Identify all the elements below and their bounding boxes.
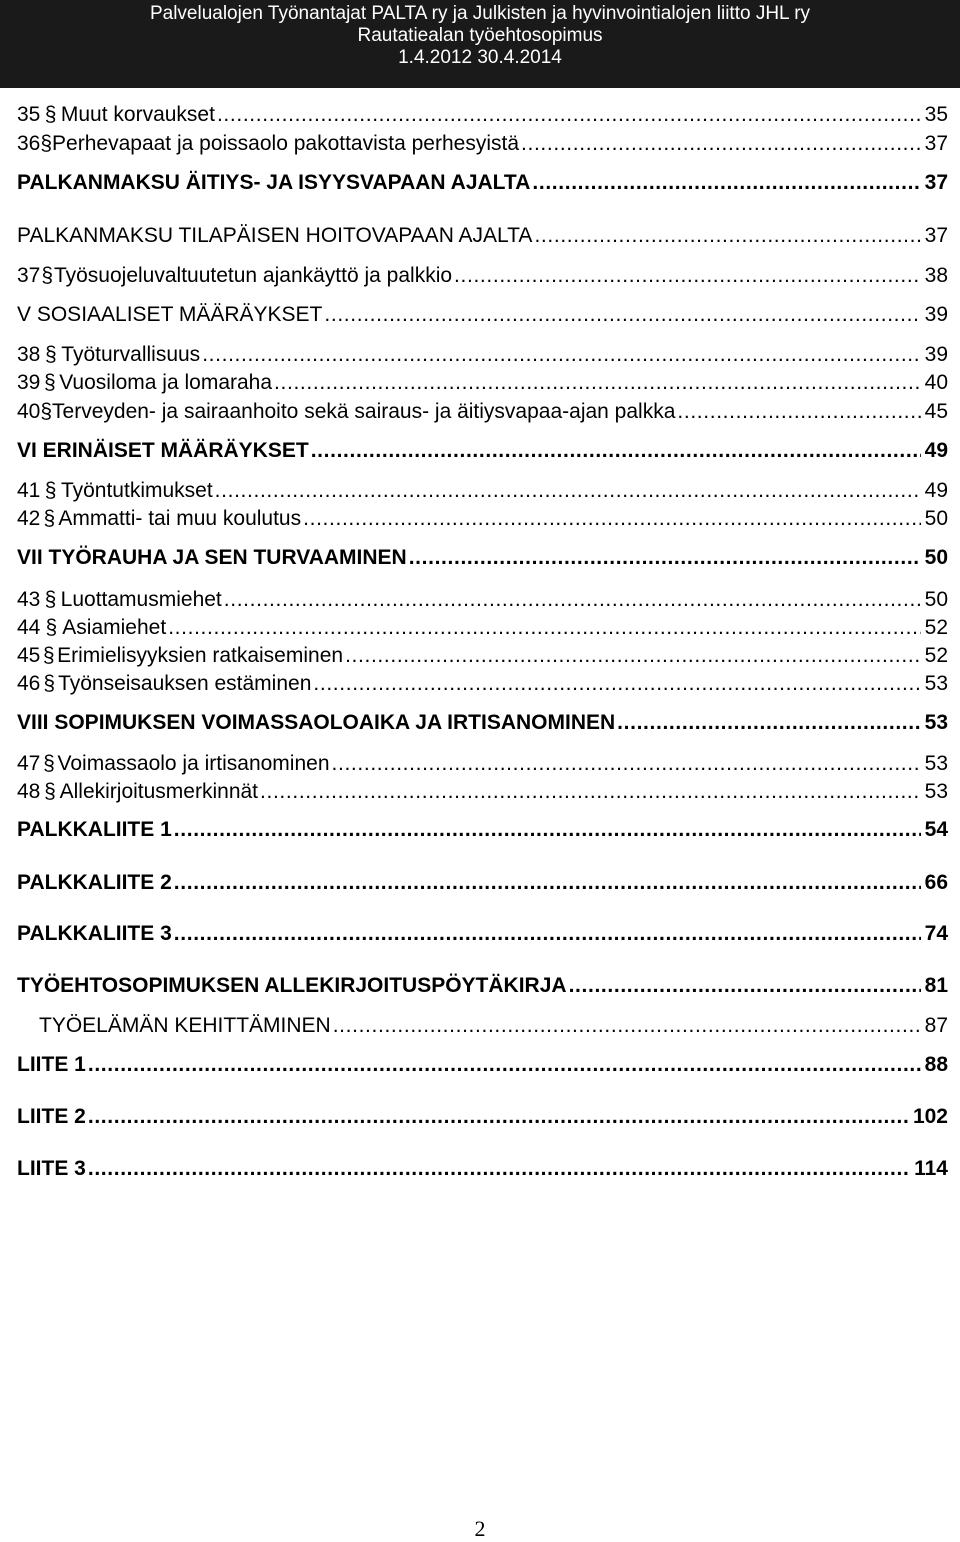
section-symbol-icon: § (41, 264, 53, 287)
toc-entry-title: Luottamusmiehet (60, 588, 222, 611)
toc-entry[interactable] (17, 1009, 948, 1039)
toc-entry-title: Työsuojeluvaltuutetun ajankäyttö ja palkkio (53, 264, 453, 287)
toc-entry[interactable] (17, 866, 948, 896)
dot-leader (174, 870, 921, 896)
toc-entry[interactable] (17, 541, 948, 571)
toc-entry-title: PALKKALIITE 2 (17, 871, 172, 894)
toc-entry-title: LIITE 1 (17, 1053, 86, 1076)
toc-entry[interactable] (17, 813, 948, 843)
dot-leader (532, 170, 920, 196)
toc-entry-page: 81 (924, 974, 948, 997)
toc-entry-page: 37 (924, 132, 948, 155)
dot-leader (88, 1052, 921, 1078)
dot-leader (174, 817, 921, 843)
toc-entry-page: 49 (924, 479, 948, 502)
section-symbol-icon: § (43, 371, 56, 394)
header-validity-period: 1.4.2012 30.4.2014 (398, 47, 562, 68)
toc-entry-title: Ammatti- tai muu koulutus (58, 507, 302, 530)
toc-entry[interactable] (17, 611, 948, 641)
toc-entry[interactable] (17, 1152, 948, 1182)
toc-entry-page: 54 (924, 818, 948, 841)
toc-entry-page: 52 (924, 616, 948, 639)
toc-entry-title: V SOSIAALISET MÄÄRÄYKSET (17, 303, 323, 326)
dot-leader (311, 438, 921, 464)
toc-entry[interactable] (17, 219, 948, 249)
section-symbol-icon: § (43, 752, 55, 775)
toc-entry-title: TYÖEHTOSOPIMUKSEN ALLEKIRJOITUSPÖYTÄKIRJA (17, 974, 567, 997)
toc-entry-number: 42 (17, 507, 41, 530)
section-symbol-icon: § (45, 616, 58, 639)
dot-leader (174, 921, 921, 947)
toc-entry-number: 40 (17, 400, 41, 423)
toc-entry-page: 40 (924, 371, 948, 394)
dot-leader (303, 506, 921, 532)
dot-leader (88, 1104, 909, 1130)
toc-entry[interactable] (17, 434, 948, 464)
section-symbol-icon: § (42, 644, 55, 667)
toc-entry-page: 50 (924, 588, 948, 611)
header-organizations: Palvelualojen Työnantajat PALTA ry ja Julkisten ja hyvinvointialojen liitto JHL ry (149, 3, 811, 24)
toc-entry-title: Allekirjoitusmerkinnät (59, 780, 259, 803)
toc-entry[interactable] (17, 775, 948, 805)
section-symbol-icon: § (44, 343, 57, 366)
document-header (0, 0, 960, 88)
dot-leader (677, 399, 920, 425)
dot-leader (617, 710, 920, 736)
toc-entry-number: 46 (17, 672, 41, 695)
section-symbol-icon: § (40, 400, 53, 423)
section-symbol-icon: § (40, 132, 53, 155)
toc-entry-title: Muut korvaukset (60, 103, 215, 126)
toc-entry-number: 48 (17, 780, 41, 803)
toc-entry-page: 37 (924, 171, 948, 194)
toc-entry[interactable] (17, 583, 948, 613)
toc-entry-page: 53 (924, 711, 948, 734)
toc-entry[interactable] (17, 706, 948, 736)
toc-entry-page: 45 (924, 400, 948, 423)
toc-entry-number: 43 (17, 588, 41, 611)
toc-entry-page: 53 (924, 752, 948, 775)
dot-leader (332, 751, 921, 777)
section-symbol-icon: § (44, 780, 56, 803)
toc-entry-number: 39 (17, 371, 41, 394)
toc-entry[interactable] (17, 395, 948, 425)
toc-entry-page: 35 (924, 103, 948, 126)
dot-leader (217, 102, 921, 128)
section-symbol-icon: § (44, 479, 57, 502)
toc-entry-page: 50 (924, 546, 948, 569)
toc-entry-page: 49 (924, 439, 948, 462)
toc-entry-title: Erimielisyyksien ratkaiseminen (57, 644, 344, 667)
toc-entry-page: 114 (914, 1157, 948, 1180)
dot-leader (313, 671, 920, 697)
toc-entry-title: Työntutkimukset (60, 479, 213, 502)
dot-leader (224, 587, 921, 613)
toc-entry-page: 53 (924, 780, 948, 803)
toc-entry[interactable] (17, 969, 948, 999)
toc-entry-number: 37 (17, 264, 41, 287)
toc-entry[interactable] (17, 1100, 948, 1130)
toc-entry[interactable] (17, 667, 948, 697)
dot-leader (333, 1013, 921, 1039)
toc-entry-title: Perhevapaat ja poissaolo pakottavista perhesyistä (52, 132, 519, 155)
dot-leader (324, 302, 920, 328)
dot-leader (168, 615, 920, 641)
toc-entry[interactable] (17, 502, 948, 532)
toc-entry[interactable] (17, 298, 948, 328)
toc-entry-title: PALKANMAKSU ÄITIYS- JA ISYYSVAPAAN AJALTA (17, 171, 531, 194)
toc-entry[interactable] (17, 639, 948, 669)
toc-entry-title: Asiamiehet (62, 616, 167, 639)
toc-entry-page: 38 (924, 264, 948, 287)
toc-entry[interactable] (17, 166, 948, 196)
toc-entry-number: 38 (17, 343, 41, 366)
dot-leader (454, 263, 921, 289)
toc-entry-page: 66 (924, 871, 948, 894)
toc-entry-page: 37 (924, 224, 948, 247)
toc-entry-title: VI ERINÄISET MÄÄRÄYKSET (17, 439, 309, 462)
toc-entry-number: 36 (17, 132, 41, 155)
toc-entry[interactable] (17, 1048, 948, 1078)
dot-leader (274, 370, 921, 396)
toc-entry[interactable] (17, 127, 948, 157)
toc-entry-title: Työturvallisuus (61, 343, 201, 366)
toc-entry[interactable] (17, 338, 948, 368)
toc-entry-title: VII TYÖRAUHA JA SEN TURVAAMINEN (17, 546, 407, 569)
toc-entry[interactable] (17, 259, 948, 289)
toc-entry-page: 102 (912, 1105, 948, 1128)
page-number: 2 (474, 1516, 486, 1541)
dot-leader (569, 973, 921, 999)
toc-entry-title: LIITE 2 (17, 1105, 86, 1128)
toc-entry-title: TYÖELÄMÄN KEHITTÄMINEN (39, 1014, 331, 1037)
toc-entry[interactable] (17, 98, 948, 128)
toc-entry-page: 53 (924, 672, 948, 695)
toc-entry-title: VIII SOPIMUKSEN VOIMASSAOLOAIKA JA IRTISANOMINEN (17, 711, 616, 734)
dot-leader (202, 342, 920, 368)
dot-leader (521, 131, 921, 157)
toc-entry[interactable] (17, 747, 948, 777)
dot-leader (409, 545, 921, 571)
section-symbol-icon: § (44, 103, 57, 126)
toc-entry-number: 35 (17, 103, 41, 126)
toc-entry-title: Voimassaolo ja irtisanominen (57, 752, 330, 775)
toc-entry[interactable] (17, 474, 948, 504)
toc-entry-title: Vuosiloma ja lomaraha (59, 371, 273, 394)
toc-entry-title: Työnseisauksen estäminen (58, 672, 312, 695)
toc-entry[interactable] (17, 917, 948, 947)
toc-entry[interactable] (17, 366, 948, 396)
dot-leader (88, 1156, 910, 1182)
toc-entry-page: 88 (924, 1053, 948, 1076)
toc-entry-title: Terveyden- ja sairaanhoito sekä sairaus- ja äitiysvapaa-ajan palkka (52, 400, 676, 423)
toc-entry-title: PALKKALIITE 1 (17, 818, 172, 841)
toc-entry-number: 45 (17, 644, 41, 667)
dot-leader (260, 779, 921, 805)
dot-leader (215, 478, 921, 504)
toc-entry-page: 52 (924, 644, 948, 667)
dot-leader (345, 643, 921, 669)
section-symbol-icon: § (43, 672, 56, 695)
toc-entry-title: LIITE 3 (17, 1157, 86, 1180)
toc-entry-page: 39 (924, 303, 948, 326)
toc-entry-title: PALKKALIITE 3 (17, 922, 172, 945)
header-agreement-title: Rautatiealan työehtosopimus (357, 25, 603, 46)
toc-entry-page: 39 (924, 343, 948, 366)
toc-entry-number: 47 (17, 752, 41, 775)
dot-leader (534, 223, 920, 249)
toc-entry-number: 44 (17, 616, 41, 639)
toc-entry-page: 74 (924, 922, 948, 945)
section-symbol-icon: § (43, 507, 56, 530)
toc-entry-number: 41 (17, 479, 41, 502)
section-symbol-icon: § (44, 588, 57, 611)
toc-entry-page: 87 (924, 1014, 948, 1037)
toc-entry-page: 50 (924, 507, 948, 530)
toc-entry-title: PALKANMAKSU TILAPÄISEN HOITOVAPAAN AJALTA (17, 224, 533, 247)
